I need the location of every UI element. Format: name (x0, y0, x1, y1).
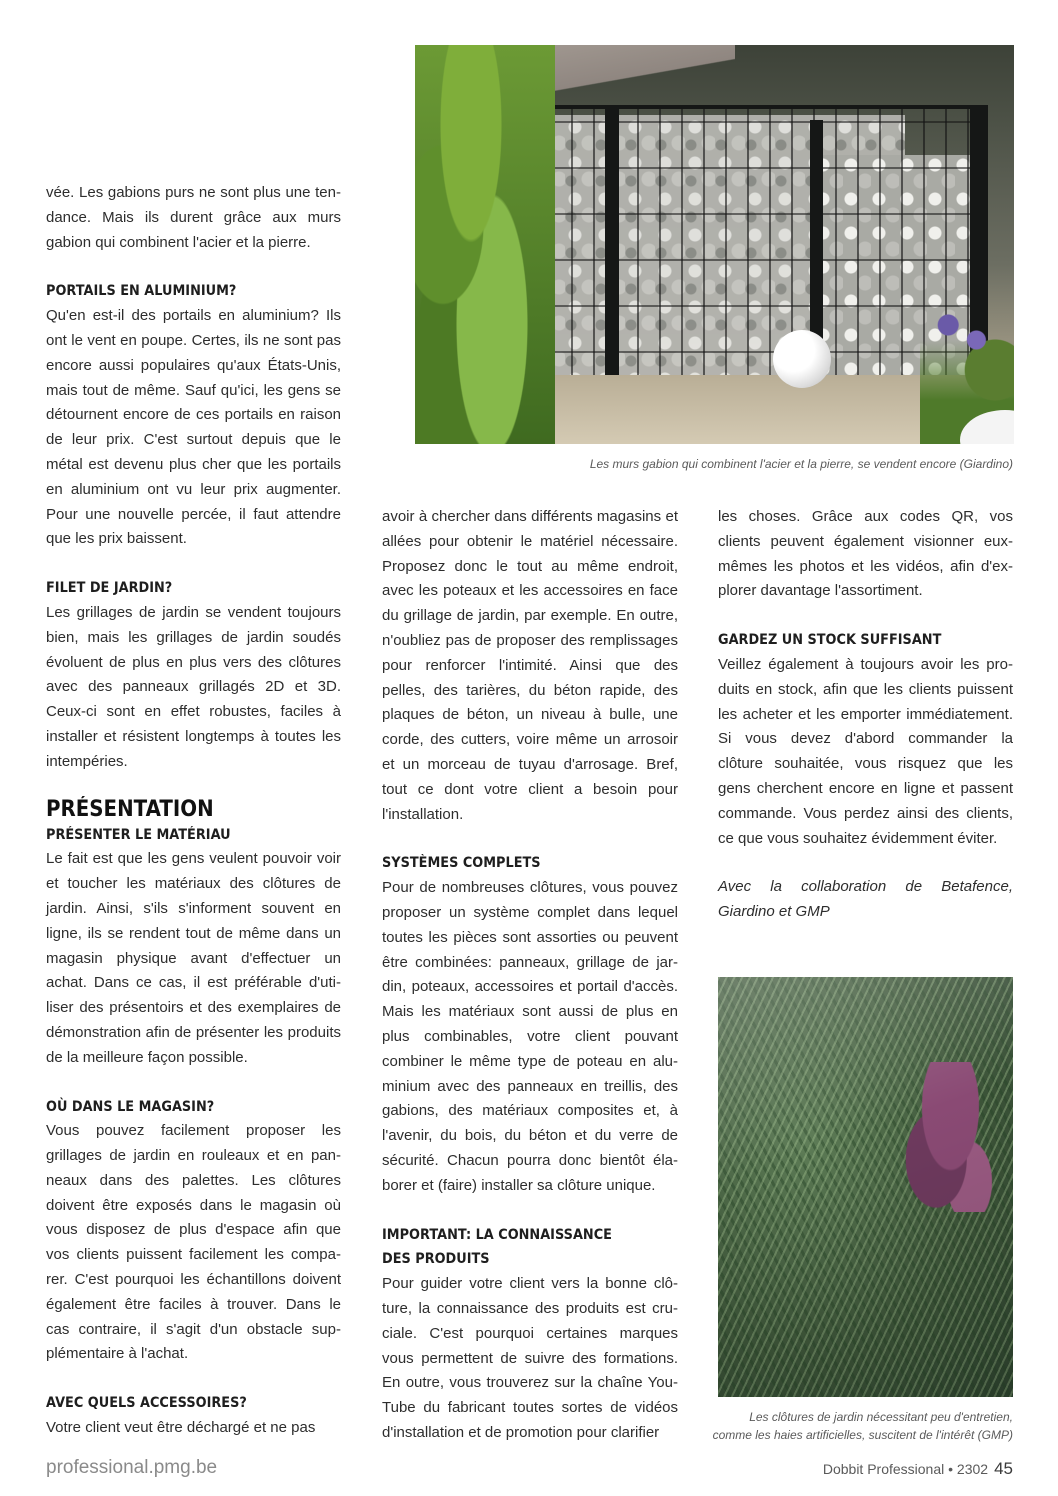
paragraph: Veillez également à toujours avoir les produits en stock, afin que les clients puissent les acheter et les emporter immédiatement. Si vous devez d'abord commander la clôture souhaitée, vous risquez que les gens cherchent encore en ligne et passent commande. Vous perdez ainsi des clients, ce que vous souhaitez évidemment éviter. (718, 655, 1013, 847)
subheading: IMPORTANT: LA CONNAISSANCE (382, 1226, 612, 1243)
column-right (718, 505, 1013, 925)
subheading: AVEC QUELS ACCESSOIRES? (46, 1395, 247, 1412)
caption-line: Les clôtures de jardin nécessitant peu d'entretien, (749, 1410, 1013, 1424)
caption-line: comme les haies artificielles, suscitent de l'intérêt (GMP) (712, 1428, 1013, 1442)
paragraph: Les grillages de jardin se vendent toujours bien, mais les grillages de jardin soudés évoluent de plus en plus vers des clôtures avec des panneaux grillagés 2D et 3D. Ceux-ci sont en effet robustes, faciles à installer et résistent longtemps à toutes les intempéries. (46, 603, 341, 770)
subheading: OÙ DANS LE MAGASIN? (46, 1098, 215, 1115)
footer-info (823, 1459, 1013, 1479)
subheading: FILET DE JARDIN? (46, 580, 173, 597)
website-link[interactable]: professional.pmg.be (46, 1457, 218, 1478)
paragraph: Qu'en est-il des portails en aluminium? Ils ont le vent en poupe. Certes, ils ne sont pas encore aussi populaires qu'aux États-Unis, mais tout de même. Sauf qu'ici, les gens se détournent encore de ces portails en raison de leur prix. C'est surtout depuis que le métal est devenu plus cher que les portails en aluminium ont vu leur prix augmenter. Pour une nouvelle percée, il faut attendre que les prix baissent. (46, 307, 341, 548)
paragraph: vée. Les gabions purs ne sont plus une tendance. Mais ils durent grâce aux murs gabion qui combinent l'acier et la pierre. (46, 184, 341, 251)
page-number: 45 (994, 1459, 1013, 1478)
column-middle (382, 505, 678, 1446)
section-title: PRÉSENTATION (46, 796, 214, 822)
magazine-issue: Dobbit Professional • 2302 (822, 1461, 989, 1477)
paragraph: Vous pouvez facilement proposer les grillages de jardin en rouleaux et en panneaux dans des palettes. Les clôtures doivent être exposés dans le magasin où vous disposez de plus d'espace afin que vos clients puissent facilement les comparer. C'est pourquoi les échantillons doivent également être faciles à trouver. Dans le cas contraire, il s'agit d'un obstacle supplémentaire à l'achat. (46, 1122, 341, 1363)
subheading: PORTAILS EN ALUMINIUM? (46, 283, 237, 300)
paragraph: avoir à chercher dans différents magasins et allées pour obtenir le matériel nécessaire. Proposez donc le tout au même endroit, avec les poteaux et les accessoires en face du grillage de jardin, par exemple. En outre, n'oubliez pas de proposer des remplissages pour renforcer l'intimité. Ainsi que des pelles, des tarières, du béton rapide, des plaques de béton, un niveau à bulle, une corde, des cutters, voire même un arrosoir et un morceau de tuyau d'arrosage. Bref, tout ce dont votre client a besoin pour l'installation. (382, 508, 678, 823)
credits: Avec la collaboration de Betafence, Giardino et GMP (718, 878, 1013, 921)
paragraph: Pour de nombreuses clôtures, vous pouvez proposer un système complet dans lequel toutes les pièces sont assorties ou peuvent être combinées: panneaux, grillage de jardin, poteaux, accessoires et portail d'accès. Mais les matériaux sont aussi de plus en plus combinables, votre client pouvant combiner le même type de poteau en aluminium avec des panneaux en treillis, des gabions, des matériaux composites et, à l'avenir, du bois, du béton et du verre de sécurité. Chacun pourra donc bientôt élaborer et (faire) installer sa clôture unique. (382, 879, 678, 1194)
paragraph: Le fait est que les gens veulent pouvoir voir et toucher les matériaux des clôtures de jardin. Ainsi, s'ils s'informent souvent en ligne, ils se rendent tout de même dans un magasin physique avant d'effectuer un achat. Dans ce cas, il est préférable d'utiliser des présentoirs et des exemplaires de démonstration afin de présenter les produits de la meilleure façon possible. (46, 850, 341, 1066)
paragraph: les choses. Grâce aux codes QR, vos clients peuvent également visionner eux-mêmes les photos et les vidéos, afin d'explorer davantage l'assortiment. (718, 508, 1013, 600)
paragraph: Pour guider votre client vers la bonne clôture, la connaissance des produits est cruciale. C'est pourquoi certaines marques vous permettent de suivre des formations. En outre, vous trouverez sur la chaîne YouTube du fabricant toutes sortes de vidéos d'installation et de promotion pour clarifier (382, 1275, 678, 1441)
photo-caption-bottom (700, 1408, 1013, 1444)
column-left (46, 181, 341, 1441)
subheading: DES PRODUITS (382, 1251, 490, 1268)
subheading: SYSTÈMES COMPLETS (382, 855, 541, 872)
paragraph: Votre client veut être déchargé et ne pas (46, 1419, 316, 1437)
artificial-hedge-photo (718, 977, 1013, 1397)
subheading: PRÉSENTER LE MATÉRIAU (46, 826, 231, 843)
subheading: GARDEZ UN STOCK SUFFISANT (718, 632, 942, 649)
gabion-wall-photo (415, 45, 1014, 444)
photo-caption-top: Les murs gabion qui combinent l'acier et la pierre, se vendent encore (Giardino) (589, 457, 1013, 471)
